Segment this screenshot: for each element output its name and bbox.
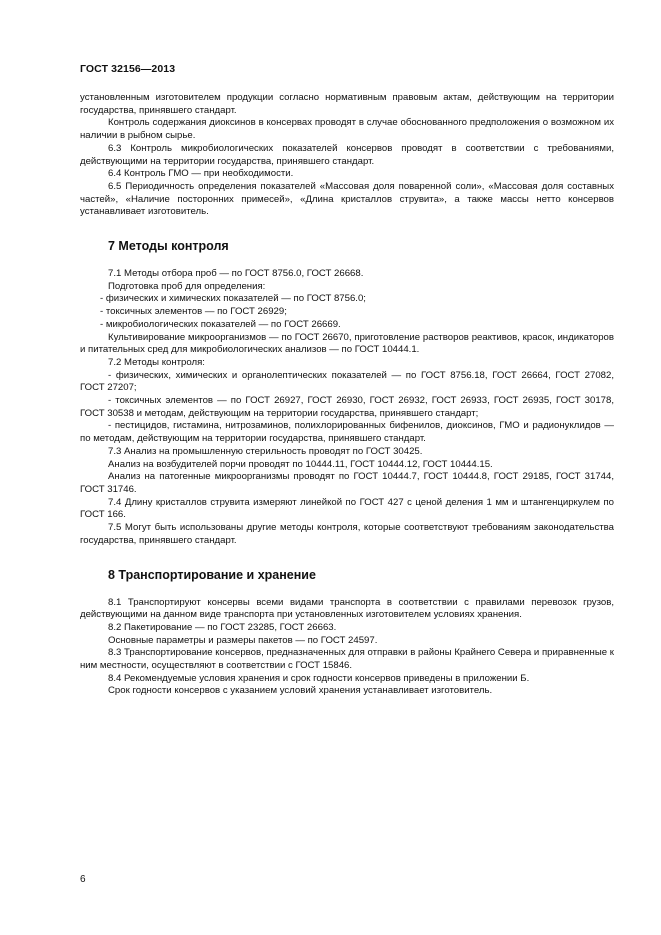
paragraph: Подготовка проб для определения: (108, 280, 266, 292)
paragraph: Анализ на возбудителей порчи проводят по 10444.11, ГОСТ 10444.12, ГОСТ 10444.15. (108, 458, 493, 470)
paragraph: - токсичных элементов — по ГОСТ 26929; (100, 306, 287, 318)
paragraph: установленным изготовителем продукции согласно нормативным правовым актам, действующим на территории государства, принявшего стандарт. (80, 92, 614, 116)
paragraph: - токсичных элементов — по ГОСТ 26927, ГОСТ 26930, ГОСТ 26932, ГОСТ 26933, ГОСТ 26935, ГОСТ 30178, ГОСТ 30538 и методам, действующим на территории государства, принявшего стандарт; (80, 395, 614, 419)
paragraph: 7.5 Могут быть использованы другие методы контроля, которые соответствуют требованиям законодательства государства, принявшего стандарт. (80, 522, 614, 546)
document-body (80, 92, 614, 698)
paragraph: 8.1 Транспортируют консервы всеми видами транспорта в соответствии с правилами перевозок грузов, действующими на данном виде транспорта при установленных изготовителем условиях хранения. (80, 596, 614, 621)
paragraph: Срок годности консервов с указанием условий хранения устанавливает изготовитель. (108, 685, 493, 697)
document-code-header: ГОСТ 32156—2013 (80, 63, 176, 75)
paragraph: Анализ на патогенные микроорганизмы проводят по ГОСТ 10444.7, ГОСТ 10444.8, ГОСТ 29185, ГОСТ 31744, ГОСТ 31746. (80, 471, 614, 495)
paragraph: 7.2 Методы контроля: (108, 356, 205, 368)
paragraph: Контроль содержания диоксинов в консервах проводят в случае обоснованного предположения о возможном их наличии в рыбном сырье. (80, 117, 614, 142)
paragraph: 7.3 Анализ на промышленную стерильность проводят по ГОСТ 30425. (108, 445, 423, 457)
paragraph: - пестицидов, гистамина, нитрозаминов, полихлорированных бифенилов, диоксинов, ГМО и радионуклидов — по методам, действующим на территории государства, принявшего стандарт. (80, 420, 614, 445)
paragraph: Культивирование микроорганизмов — по ГОСТ 26670, приготовление растворов реактивов, красок, индикаторов и питательных сред для микробиологических анализов — по ГОСТ 10444.1. (80, 331, 614, 356)
paragraph: 7.1 Методы отбора проб — по ГОСТ 8756.0, ГОСТ 26668. (108, 268, 364, 280)
page-number: 6 (80, 874, 86, 885)
section-8-heading: 8 Транспортирование и хранение (108, 567, 316, 582)
section-7-body (80, 268, 614, 547)
paragraph: 6.5 Периодичность определения показателей «Массовая доля поваренной соли», «Массовая доля составных частей», «Наличие посторонних примесей», «Длина кристаллов струвита», а также массы нетто консервов устанавливает изготовитель. (80, 180, 614, 218)
paragraph: - микробиологических показателей — по ГОСТ 26669. (100, 318, 341, 330)
intro-block (80, 92, 614, 219)
section-8-body (80, 597, 614, 699)
paragraph: 6.3 Контроль микробиологических показателей консервов проводят в соответствии с требованиями, действующими на территории государства, принявшего стандарт. (80, 142, 614, 167)
paragraph: 6.4 Контроль ГМО — при необходимости. (108, 168, 294, 180)
paragraph: 8.2 Пакетирование — по ГОСТ 23285, ГОСТ 26663. (108, 621, 337, 633)
paragraph: 8.4 Рекомендуемые условия хранения и срок годности консервов приведены в приложении Б. (108, 672, 530, 684)
section-7-heading: 7 Методы контроля (108, 239, 229, 254)
paragraph: - физических и химических показателей — по ГОСТ 8756.0; (100, 293, 366, 305)
paragraph: 8.3 Транспортирование консервов, предназначенных для отправки в районы Крайнего Севера и приравненные к ним местности, осуществляют в соответствии с ГОСТ 15846. (80, 647, 614, 672)
paragraph: Основные параметры и размеры пакетов — по ГОСТ 24597. (108, 634, 378, 646)
paragraph: - физических, химических и органолептических показателей — по ГОСТ 8756.18, ГОСТ 26664, ГОСТ 27082, ГОСТ 27207; (80, 369, 614, 394)
paragraph: 7.4 Длину кристаллов струвита измеряют линейкой по ГОСТ 427 с ценой деления 1 мм и штангенциркулем по ГОСТ 166. (80, 496, 614, 521)
